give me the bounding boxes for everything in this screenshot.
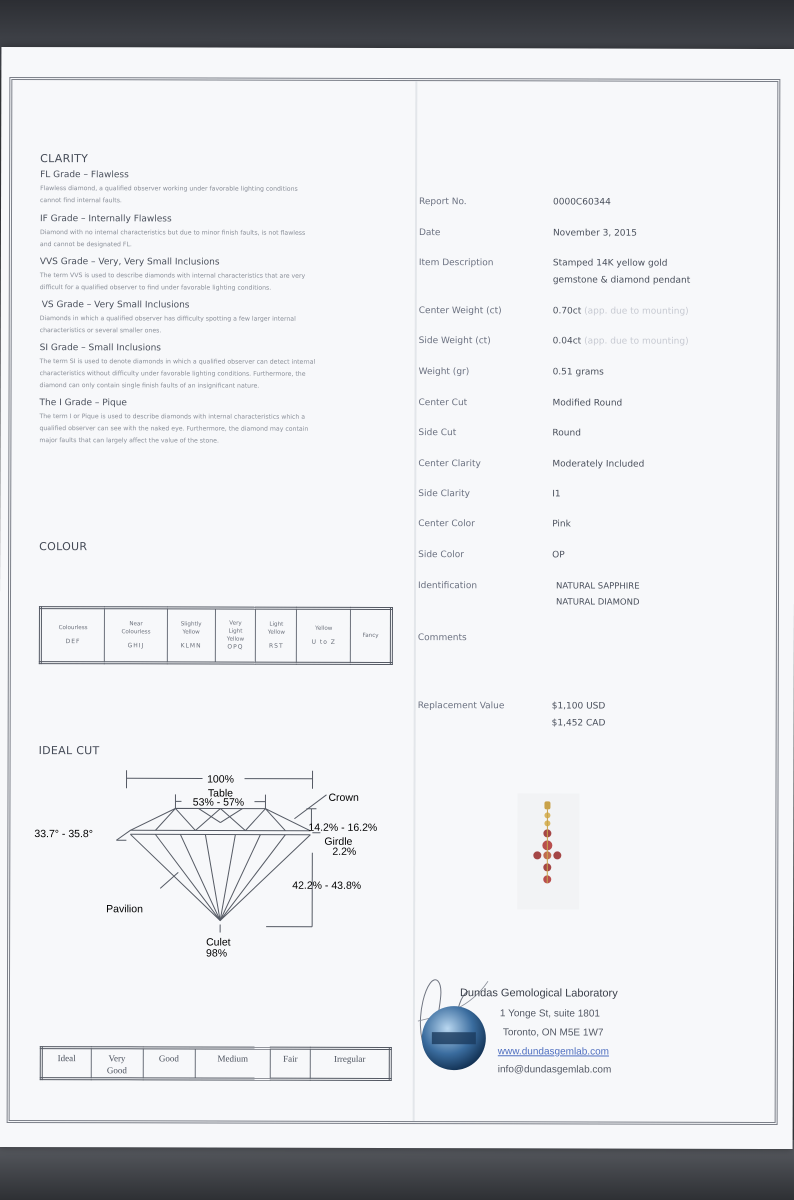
ideal-cut-title: IDEAL CUT (38, 744, 100, 758)
grade-if-title: IF Grade – Internally Flawless (39, 214, 172, 225)
grade-si-desc: The term SI is used to denote diamonds in which a qualified observer can detect internal characteristics without difficulty under favorable lighting conditions. Furthermore, the diamond can only contain single finish faults of an insignificant nature. (39, 358, 316, 390)
lab-website-link[interactable]: www.dundasgemlab.com (497, 1046, 609, 1058)
colour-cell-very-light-yellow: Very Light Yellow OPQ (215, 608, 256, 663)
label-identification: Identification (418, 581, 478, 592)
label-side-color: Side Color (418, 550, 464, 561)
label-side-weight: Side Weight (ct) (418, 336, 491, 347)
label-center-cut: Center Cut (418, 398, 468, 409)
grade-i-desc: The term I or Pique is used to describe diamonds with internal characteristics which a qualified observer can see with the naked eye. Furthermore, the diamond may contain major faults that can largely affect the value of the stone. (39, 413, 309, 445)
dim-crown-angle: 33.7° - 35.8° (34, 828, 94, 841)
dim-total: 100% (207, 773, 234, 786)
cut-grade-medium: Medium (195, 1048, 271, 1079)
dim-culet-label: Culet (206, 936, 231, 949)
label-date: Date (418, 228, 441, 239)
pendant-photo (517, 793, 579, 909)
lab-name: Dundas Gemological Laboratory (459, 987, 618, 1000)
grade-fl-title: FL Grade – Flawless (40, 170, 129, 181)
grade-vvs-title: VVS Grade – Very, Very Small Inclusions (39, 257, 220, 268)
dim-table-range: 53% - 57% (192, 796, 245, 809)
label-report-no: Report No. (419, 197, 467, 208)
grade-fl-desc: Flawless diamond, a qualified observer working under favorable lighting conditions cannot find internal faults. (40, 185, 298, 205)
value-item-description-1: Stamped 14K yellow gold (552, 258, 668, 269)
dim-crown-height: 14.2% - 16.2% (308, 821, 378, 834)
dim-pavilion-depth: 42.2% - 43.8% (292, 879, 362, 892)
grade-vvs-desc: The term VVS is used to describe diamonds with internal characteristics that are very difficult for a qualified observer to find under favorable lighting conditions. (39, 272, 306, 292)
lab-address-2: Toronto, ON M5E 1W7 (502, 1027, 604, 1039)
colour-cell-fancy: Fancy (351, 608, 392, 663)
value-side-cut: Round (552, 428, 581, 439)
grade-si-title: SI Grade – Small Inclusions (39, 343, 162, 354)
label-center-clarity: Center Clarity (418, 459, 481, 470)
value-identification-2: NATURAL DIAMOND (555, 597, 640, 608)
dim-table-label: Table (207, 787, 234, 800)
label-weight-gr: Weight (gr) (418, 367, 470, 378)
value-side-color: OP (552, 550, 565, 561)
value-weight-gr: 0.51 grams (552, 367, 604, 378)
grade-vs-title: VS Grade – Very Small Inclusions (41, 300, 190, 311)
colour-title: COLOUR (39, 540, 88, 554)
value-side-weight: 0.04ct (app. due to mounting) (552, 336, 689, 347)
value-replacement-usd: $1,100 USD (551, 701, 606, 712)
lab-email[interactable]: info@dundasgemlab.com (497, 1064, 612, 1076)
grade-vs-desc: Diamonds in which a qualified observer has difficulty spotting a few larger internal characteristics or several smaller ones. (39, 315, 296, 335)
pendant-photo-icon (517, 793, 579, 909)
value-center-clarity: Moderately Included (552, 459, 645, 470)
label-center-weight: Center Weight (ct) (418, 306, 502, 317)
grade-i-title: The I Grade – Pique (39, 398, 127, 409)
value-center-cut: Modified Round (552, 398, 623, 409)
colour-cell-slightly-yellow: Slightly Yellow KLMN (167, 608, 215, 663)
value-side-clarity: I1 (552, 489, 561, 500)
dim-culet-value: 98% (206, 947, 228, 960)
dim-pavilion: Pavilion (106, 903, 143, 916)
cut-grade-good: Good (143, 1048, 195, 1079)
cut-grade-irregular: Irregular (310, 1048, 390, 1079)
value-replacement-cad: $1,452 CAD (551, 718, 606, 729)
cut-grade-table (40, 1046, 392, 1081)
cut-grade-very-good: Very Good (91, 1048, 143, 1079)
cut-grade-fair: Fair (271, 1048, 311, 1079)
colour-cell-colourless: Colourless DEF (40, 608, 104, 663)
colour-cell-light-yellow: Light Yellow RST (256, 608, 297, 663)
dim-girdle-label: Girdle (324, 835, 353, 848)
value-item-description-2: gemstone & diamond pendant (552, 275, 691, 286)
colour-cell-yellow: Yellow U to Z (297, 608, 351, 663)
colour-cell-near-colourless: Near Colourless GHIJ (105, 608, 168, 663)
label-side-cut: Side Cut (418, 428, 457, 439)
label-replacement-value: Replacement Value (417, 701, 505, 712)
certificate-sheet (0, 47, 794, 1149)
value-center-color: Pink (552, 519, 571, 530)
label-comments: Comments (417, 633, 467, 644)
hologram-seal-icon (422, 1006, 486, 1070)
certificate-frame (7, 77, 781, 1125)
cut-grade-ideal: Ideal (41, 1048, 91, 1079)
clarity-title: CLARITY (40, 152, 89, 166)
label-side-clarity: Side Clarity (418, 489, 470, 500)
value-identification-1: NATURAL SAPPHIRE (556, 581, 640, 592)
value-report-no: 0000C60344 (553, 197, 611, 208)
colour-scale-table (39, 606, 393, 665)
background-bottom (0, 1140, 794, 1200)
diamond-cut-diagram (30, 760, 401, 981)
grade-if-desc: Diamond with no internal characteristics but due to minor finish faults, is not flawless and cannot be designated FL. (39, 229, 306, 249)
value-date: November 3, 2015 (552, 228, 638, 239)
lab-address-1: 1 Yonge St, suite 1801 (499, 1008, 601, 1020)
dim-crown: Crown (328, 791, 359, 804)
value-center-weight: 0.70ct (app. due to mounting) (552, 306, 689, 317)
label-item-description: Item Description (418, 258, 494, 269)
dim-girdle-value: 2.2% (332, 845, 357, 858)
label-center-color: Center Color (418, 519, 475, 530)
